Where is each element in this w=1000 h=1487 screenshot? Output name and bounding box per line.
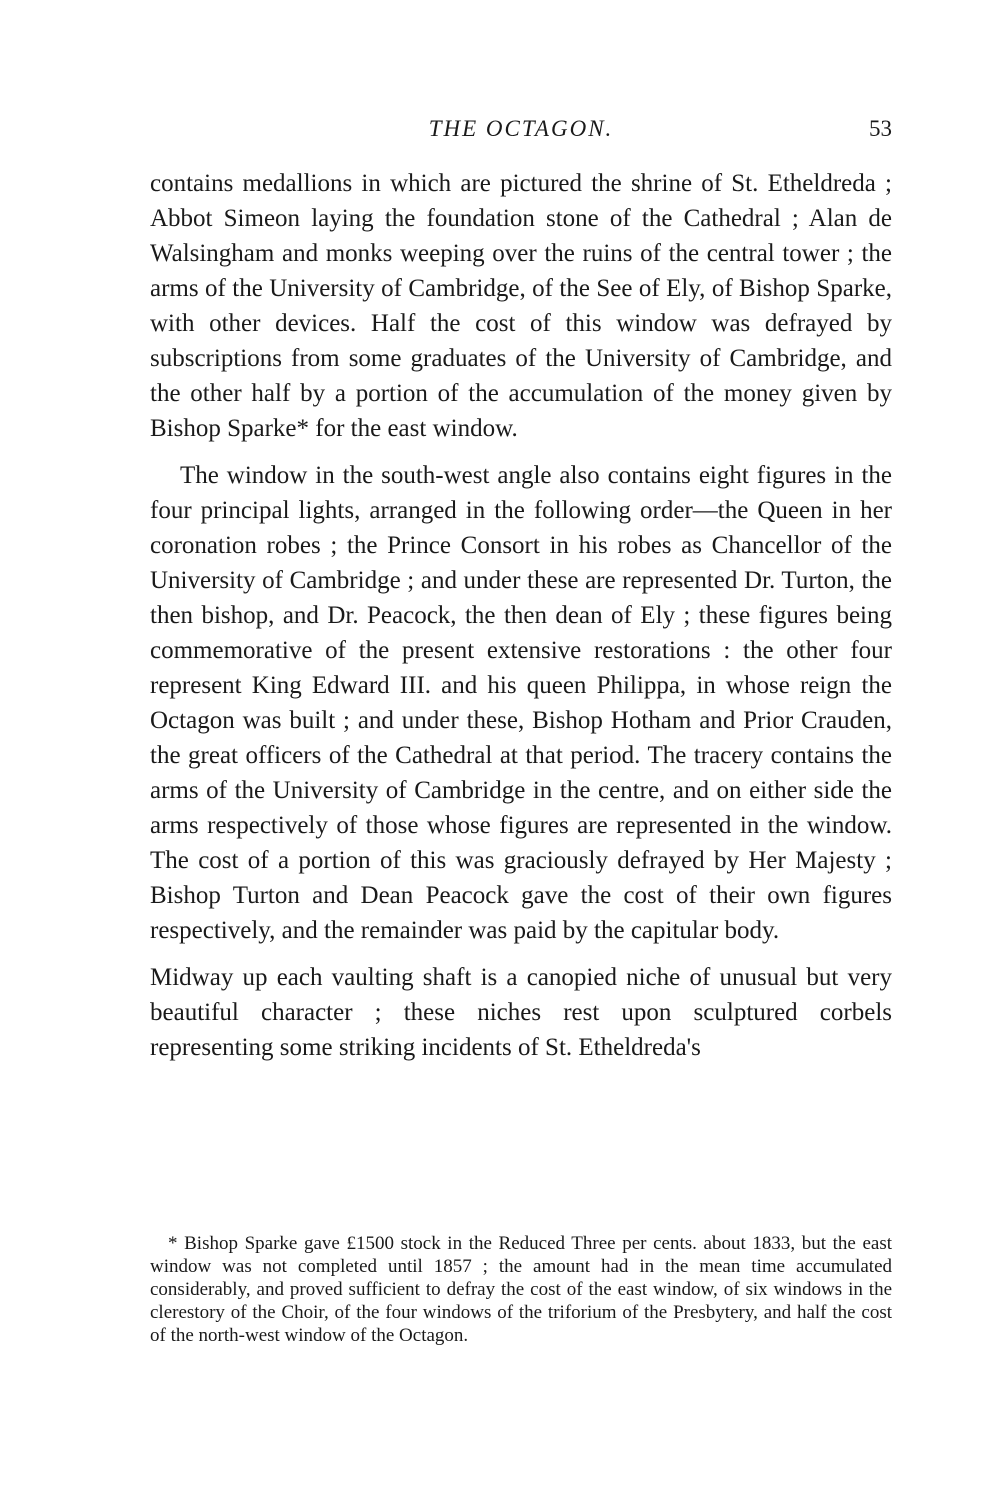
body-text bbox=[150, 166, 892, 1065]
running-title: THE OCTAGON. bbox=[428, 116, 614, 141]
paragraph-south-west-window: The window in the south-west angle also contains eight figures in the four principal lights, arranged in the following order—the Queen in her coronation robes ; the Prince Consort in his robes as Chancellor of the University of Cambridge ; and under these are represented Dr. Turton, the then bishop, and Dr. Peacock, the then dean of Ely ; these figures being commemorative of the present extensive restorations : the other four represent King Edward III. and his queen Philippa, in whose reign the Octagon was built ; and under these, Bishop Hotham and Prior Crauden, the great officers of the Cathedral at that period. The tracery contains the arms of the University of Cambridge in the centre, and on either side the arms respectively of those whose figures are represented in the window. The cost of a portion of this was graciously defrayed by Her Majesty ; Bishop Turton and Dean Peacock gave the cost of their own figures respectively, and the remainder was paid by the capitular body. bbox=[150, 462, 892, 944]
page-number: 53 bbox=[869, 116, 892, 141]
running-head bbox=[150, 112, 892, 146]
footnote: * Bishop Sparke gave £1500 stock in the Reduced Three per cents. about 1833, but the east window was not completed until 1857 ; the amount had in the mean time accumulated considerably, and proved sufficient to defray the cost of the east window, of six windows in the clerestory of the Choir, of the four windows of the triforium of the Presbytery, and half the cost of the north-west window of the Octagon. bbox=[150, 1233, 892, 1346]
paragraph-continuation: contains medallions in which are pictured the shrine of St. Etheldreda ; Abbot Simeon laying the foundation stone of the Cathedral ; Alan de Walsingham and monks weeping over the ruins of the central tower ; the arms of the University of Cambridge, of the See of Ely, of Bishop Sparke, with other devices. Half the cost of this window was defrayed by subscriptions from some graduates of the University of Cambridge, and the other half by a portion of the accumulation of the money given by Bishop Sparke* for the east window. bbox=[150, 170, 892, 442]
paragraph-vaulting-niches: Midway up each vaulting shaft is a canopied niche of unusual but very beautiful character ; these niches rest upon sculptured corbels representing some striking incidents of St. Etheldreda's bbox=[150, 964, 892, 1061]
